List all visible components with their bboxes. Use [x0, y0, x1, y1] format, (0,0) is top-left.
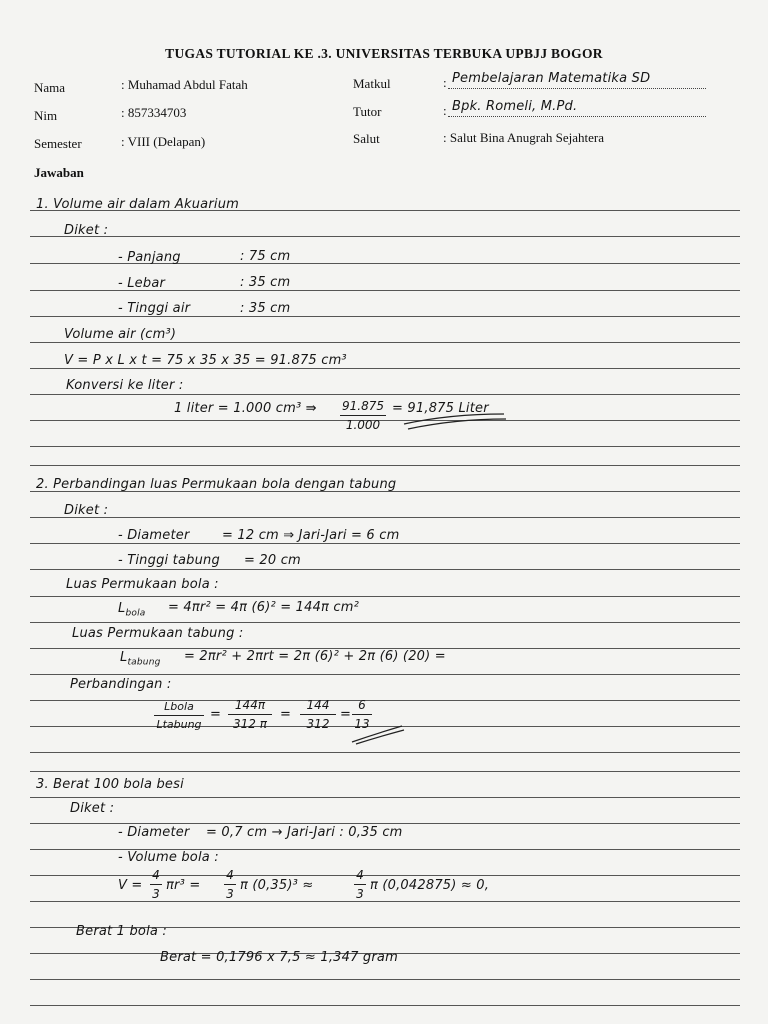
q2-heading: 2. Perbandingan luas Permukaan bola dengan tabung [36, 477, 397, 492]
q3-f1-num: 4 [152, 868, 160, 882]
q1-heading: 1. Volume air dalam Akuarium [36, 197, 239, 212]
matkul-dotted-line [448, 88, 706, 89]
fraction-bar [228, 714, 272, 715]
q2-ratio-num-1: Lbola [164, 700, 194, 713]
q3-f2-rest: π (0,35)³ ≈ [240, 878, 314, 893]
q2-ratio-fraction-1 [154, 700, 204, 731]
ruled-line [30, 236, 740, 237]
q2-ratio-num-4: 6 [358, 698, 366, 712]
ruled-line [30, 569, 740, 570]
q3-f1-den: 3 [152, 887, 160, 901]
q2-lp-bola-label: Luas Permukaan bola : [66, 577, 219, 592]
q2-ratio-eq-1: = [210, 707, 222, 722]
q2-lp-tabung-symbol [120, 650, 161, 668]
q3-berat1-label: Berat 1 bola : [76, 924, 167, 939]
q2-lp-tabung-label: Luas Permukaan tabung : [72, 626, 244, 641]
q2-ratio-eq-3: = [340, 707, 352, 722]
q2-ratio-den-3: 312 [306, 717, 330, 731]
q3-f2-den: 3 [226, 887, 234, 901]
q2-ratio-den-2: 312 π [233, 717, 267, 731]
fraction-bar [300, 714, 336, 715]
page-title: TUGAS TUTORIAL KE .3. UNIVERSITAS TERBUKA UPBJJ BOGOR [165, 46, 603, 61]
q3-fraction-3 [354, 868, 366, 901]
ruled-line [30, 797, 740, 798]
q1-volume-label: Volume air (cm³) [64, 327, 177, 342]
ruled-line [30, 674, 740, 675]
q3-v-symbol: V = [118, 878, 143, 893]
q2-ratio-den-1: Ltabung [156, 718, 202, 731]
tutor-label: Tutor [353, 104, 382, 119]
tutor-colon: : [443, 103, 447, 118]
tutor-value: Bpk. Romeli, M.Pd. [452, 99, 578, 114]
q1-konversi-fraction [340, 399, 386, 432]
q3-f1-rest: πr³ = [166, 878, 201, 893]
q3-f3-num: 4 [356, 868, 364, 882]
salut-label: Salut [353, 131, 380, 146]
ruled-line [30, 596, 740, 597]
ruled-line [30, 543, 740, 544]
q2-lp-bola-sym: L [118, 601, 126, 616]
q1-panjang-value: : 75 cm [240, 249, 291, 264]
jawaban-label: Jawaban [34, 165, 84, 180]
nim-label: Nim [34, 108, 58, 123]
ruled-line [30, 901, 740, 902]
q2-ratio-num-2: 144π [234, 698, 266, 712]
ruled-line [30, 446, 740, 447]
ruled-line [30, 771, 740, 772]
q1-lebar-value: : 35 cm [240, 275, 291, 290]
fraction-bar [224, 884, 236, 885]
ruled-line [30, 823, 740, 824]
q1-lebar-label: - Lebar [118, 276, 166, 291]
q2-tinggi-label: - Tinggi tabung [118, 553, 220, 568]
salut-value: : Salut Bina Anugrah Sejahtera [443, 130, 605, 145]
q1-konversi-result: = 91,875 Liter [392, 401, 489, 416]
q1-frac-denominator: 1.000 [345, 418, 381, 432]
q1-tinggi-value: : 35 cm [240, 301, 291, 316]
q3-fraction-2 [224, 868, 236, 901]
q2-diameter-value: = 12 cm ⇒ Jari-Jari = 6 cm [222, 528, 400, 543]
q2-lp-tabung-formula: = 2πr² + 2πrt = 2π (6)² + 2π (6) (20) = [184, 649, 446, 664]
ruled-line [30, 1005, 740, 1006]
q1-result-underline [400, 410, 510, 432]
ruled-line [30, 342, 740, 343]
ruled-line [30, 979, 740, 980]
q3-f3-rest: π (0,042875) ≈ 0, [370, 878, 490, 893]
q1-diket: Diket : [64, 223, 109, 238]
fraction-bar [352, 714, 372, 715]
q2-perbandingan-label: Perbandingan : [70, 677, 172, 692]
nama-label: Nama [34, 80, 66, 95]
q2-lp-tabung-sub: tabung [127, 657, 161, 668]
q2-lp-bola-sub: bola [125, 608, 146, 619]
nim-value: : 857334703 [121, 105, 187, 120]
q1-volume-formula: V = P x L x t = 75 x 35 x 35 = 91.875 cm³ [64, 353, 347, 368]
fraction-bar [354, 884, 366, 885]
fraction-bar [340, 415, 386, 416]
q3-f2-num: 4 [226, 868, 234, 882]
q2-ratio-fraction-2 [228, 698, 272, 731]
ruled-line [30, 465, 740, 466]
q1-panjang-label: - Panjang [118, 250, 181, 265]
ruled-line [30, 316, 740, 317]
q2-diket: Diket : [64, 503, 109, 518]
q1-konversi-formula: 1 liter = 1.000 cm³ ⇛ [174, 401, 317, 416]
q1-frac-numerator: 91.875 [342, 399, 384, 413]
q2-ratio-fraction-3 [300, 698, 336, 731]
q3-heading: 3. Berat 100 bola besi [36, 777, 184, 792]
q3-f3-den: 3 [356, 887, 364, 901]
matkul-value: Pembelajaran Matematika SD [452, 71, 651, 86]
ruled-line [30, 517, 740, 518]
q2-diameter-label: - Diameter [118, 528, 190, 543]
q2-lp-bola-formula: = 4πr² = 4π (6)² = 144π cm² [168, 600, 360, 615]
ruled-line [30, 700, 740, 701]
q2-result-underline [350, 724, 406, 746]
fraction-bar [154, 715, 204, 716]
tutor-dotted-line [448, 116, 706, 117]
semester-value: : VIII (Delapan) [121, 134, 206, 149]
q1-konversi-label: Konversi ke liter : [66, 378, 184, 393]
q3-diket: Diket : [70, 801, 115, 816]
q2-ratio-num-3: 144 [306, 698, 330, 712]
matkul-colon: : [443, 75, 447, 90]
q3-diameter-label: - Diameter [118, 825, 190, 840]
ruled-line [30, 752, 740, 753]
ruled-line [30, 368, 740, 369]
q2-tinggi-value: = 20 cm [244, 553, 301, 568]
ruled-line [30, 875, 740, 876]
matkul-label: Matkul [353, 76, 391, 91]
semester-label: Semester [34, 136, 82, 151]
q2-ratio-den-4: 13 [354, 717, 370, 731]
q2-ratio-eq-2: = [280, 707, 292, 722]
q3-berat-formula: Berat = 0,1796 x 7,5 ≈ 1,347 gram [160, 950, 398, 965]
q2-lp-bola-symbol [118, 601, 146, 619]
q3-diameter-value: = 0,7 cm → Jari-Jari : 0,35 cm [206, 825, 403, 840]
q3-volume-label: - Volume bola : [118, 850, 219, 865]
ruled-line [30, 622, 740, 623]
q3-fraction-1 [150, 868, 162, 901]
fraction-bar [150, 884, 162, 885]
ruled-line [30, 394, 740, 395]
q2-lp-tabung-sym: L [120, 650, 128, 665]
nama-value: : Muhamad Abdul Fatah [121, 77, 248, 92]
q1-tinggi-label: - Tinggi air [118, 301, 191, 316]
